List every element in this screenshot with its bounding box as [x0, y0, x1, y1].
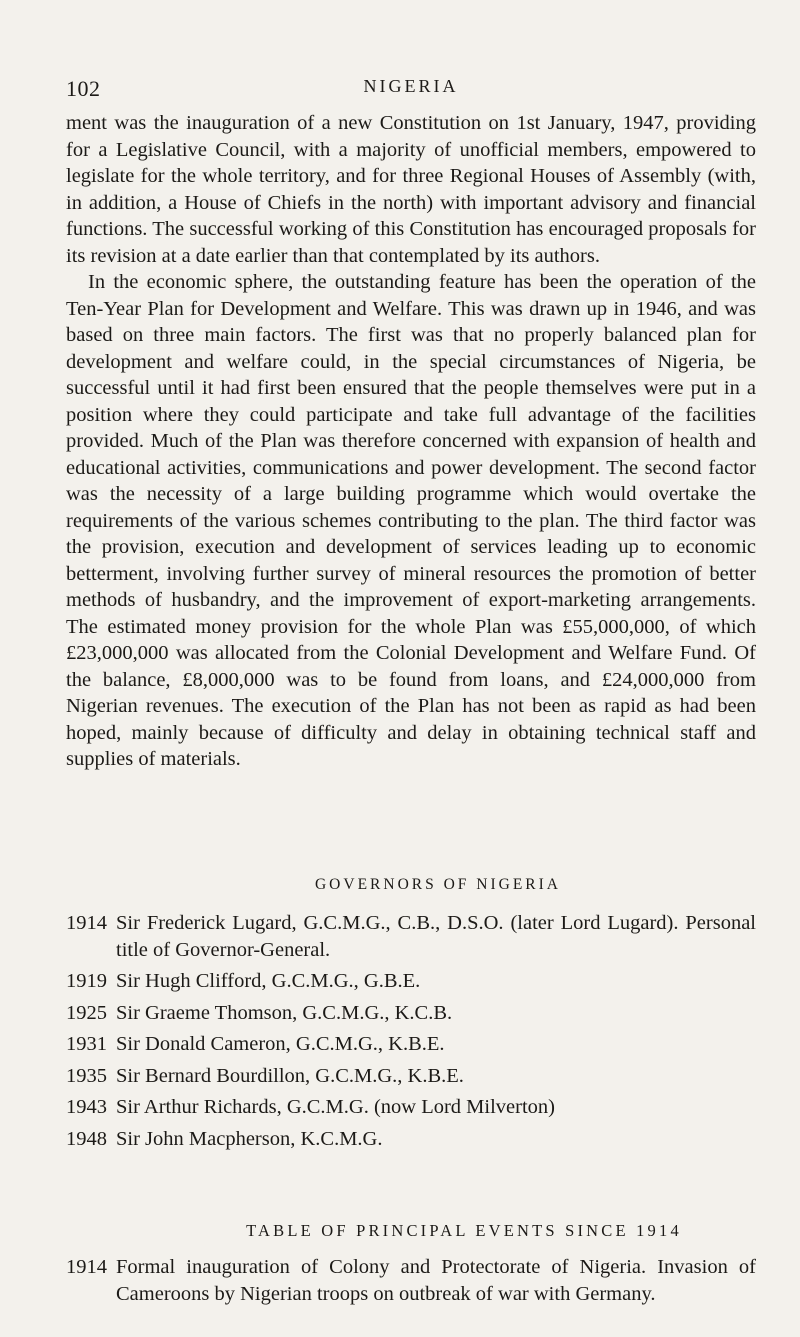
entry-year: 1931 [66, 1033, 107, 1055]
events-list [66, 1254, 756, 1312]
entry-text: Sir Frederick Lugard, G.C.M.G., C.B., D.S.O. (later Lord Lugard). Personal title of Governor-General. [116, 912, 756, 961]
list-item [66, 1031, 756, 1058]
governors-list [66, 910, 756, 1157]
entry-year: 1914 [66, 912, 107, 934]
governors-heading: GOVERNORS OF NIGERIA [314, 876, 561, 893]
entry-year: 1925 [66, 1001, 107, 1024]
list-item [66, 910, 756, 963]
entry-text: Sir Graeme Thomson, G.C.M.G., K.C.B. [116, 1001, 453, 1024]
events-heading: TABLE OF PRINCIPAL EVENTS SINCE 1914 [246, 1221, 682, 1240]
entry-text: Sir Bernard Bourdillon, G.C.M.G., K.B.E. [116, 1064, 464, 1087]
paragraph: ment was the inauguration of a new Constitution on 1st January, 1947, providing for a Legislative Council, with a majority of unofficial members, empowered to legislate for the whole territory, and for three Regional Houses of Assembly (with, in addition, a House of Chiefs in the north) with important advisory and financial functions. The successful working of this Constitution has encouraged proposals for its revision at a date earlier than that contemplated by its authors. [66, 112, 756, 267]
paragraph: In the economic sphere, the outstanding feature has been the operation of the Ten-Year Plan for Development and Welfare. This was drawn up in 1946, and was based on three main factors. The first was that no properly balanced plan for development and welfare could, in the special circumstances of Nigeria, be successful until it had first been ensured that the people themselves were put in a position where they could participate and take full advantage of the facilities provided. Much of the Plan was therefore concerned with expansion of health and educational activities, communications and power development. The second factor was the necessity of a large building programme which would overtake the requirements of the various schemes contributing to the plan. The third factor was the provision, execution and development of services leading up to economic betterment, involving further survey of mineral resources the promotion of better methods of husbandry, and the improvement of export-marketing arrangements. The estimated money provision for the whole Plan was £55,000,000, of which £23,000,000 was allocated from the Colonial Development and Welfare Fund. Of the balance, £8,000,000 was to be found from loans, and £24,000,000 from Nigerian revenues. The execution of the Plan has not been as rapid as had been hoped, mainly because of difficulty and delay in obtaining technical staff and supplies of materials. [66, 271, 756, 770]
page-header [66, 76, 756, 106]
entry-text: Sir Hugh Clifford, G.C.M.G., G.B.E. [116, 970, 421, 992]
list-item [66, 968, 756, 995]
page-number: 102 [66, 76, 101, 101]
entry-text: Formal inauguration of Colony and Protectorate of Nigeria. Invasion of Cameroons by Nigerian troops on outbreak of war with Germany. [116, 1256, 756, 1305]
entry-year: 1914 [66, 1256, 107, 1278]
entry-year: 1943 [66, 1096, 107, 1118]
list-item [66, 1094, 756, 1121]
entry-year: 1948 [66, 1127, 107, 1150]
list-item [66, 1254, 756, 1307]
body-text [66, 110, 756, 773]
running-head: NIGERIA [363, 76, 459, 96]
list-item [66, 1000, 756, 1027]
entry-text: Sir John Macpherson, K.C.M.G. [116, 1127, 383, 1150]
entry-text: Sir Arthur Richards, G.C.M.G. (now Lord Milverton) [116, 1096, 555, 1118]
list-item [66, 1126, 756, 1153]
entry-text: Sir Donald Cameron, G.C.M.G., K.B.E. [116, 1033, 445, 1055]
list-item [66, 1063, 756, 1090]
entry-year: 1919 [66, 970, 107, 992]
entry-year: 1935 [66, 1064, 107, 1087]
